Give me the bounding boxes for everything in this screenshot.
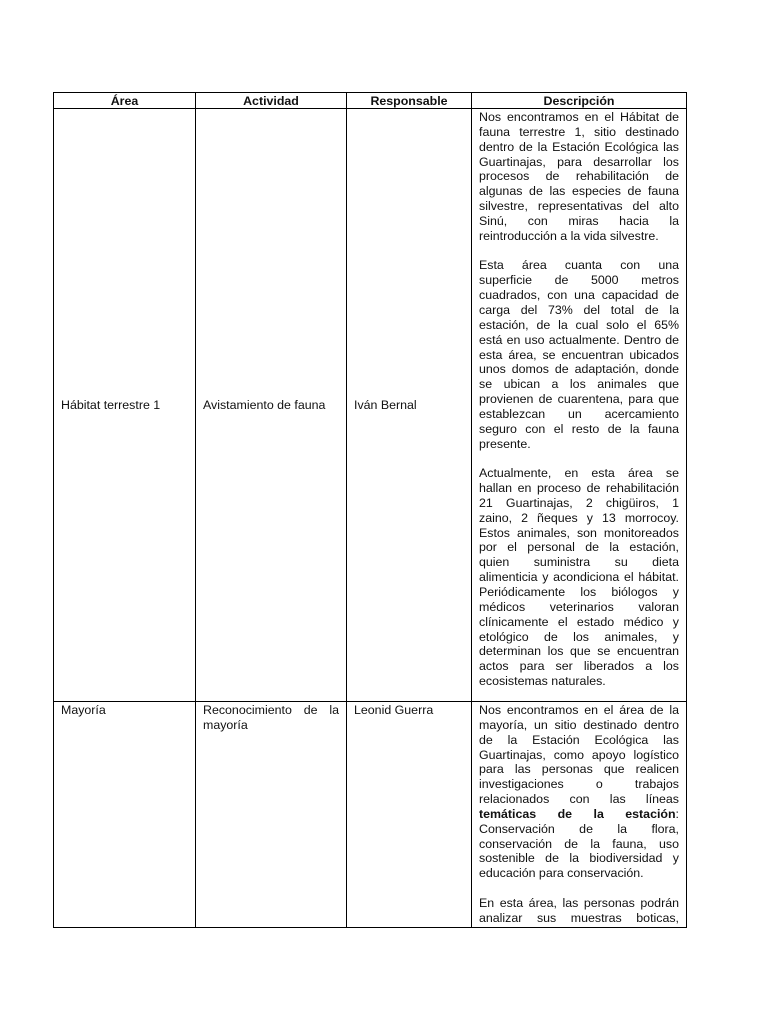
description-line: algunas de las especies de fauna bbox=[479, 184, 679, 199]
cell-responsable: Iván Bernal bbox=[347, 109, 472, 702]
description-line: seguro con el resto de la fauna bbox=[479, 421, 679, 436]
description-line: Guartinajas, para desarrollar los bbox=[479, 154, 679, 169]
description-line: médicos veterinarios valoran bbox=[479, 599, 679, 614]
description-line: unos domos de adaptación, donde bbox=[479, 362, 679, 377]
cell-area: Mayoría bbox=[54, 702, 196, 928]
description-line: alimenticia y acondiciona el hábitat. bbox=[479, 570, 679, 585]
description-line: esta área, se encuentran ubicados bbox=[479, 347, 679, 362]
description-text bbox=[479, 703, 679, 926]
description-line: para las personas que realicen bbox=[479, 762, 679, 777]
description-line: sostenible de la biodiversidad y bbox=[479, 851, 679, 866]
description-line: Estos animales, son monitoreados bbox=[479, 525, 679, 540]
header-responsable: Responsable bbox=[347, 93, 472, 109]
description-line: analizar sus muestras boticas, bbox=[479, 910, 679, 925]
description-line: Conservación de la flora, bbox=[479, 821, 679, 836]
description-line: por el personal de la estación, bbox=[479, 540, 679, 555]
description-line: clínicamente el estado médico y bbox=[479, 614, 679, 629]
description-line: conservación de la fauna, uso bbox=[479, 836, 679, 851]
description-line: actos para ser liberados a los bbox=[479, 659, 679, 674]
description-line: En esta área, las personas podrán bbox=[479, 895, 679, 910]
cell-actividad: Avistamiento de fauna bbox=[196, 109, 347, 702]
description-line: presente. bbox=[479, 436, 531, 451]
description-paragraph bbox=[479, 258, 679, 451]
description-line: educación para conservación. bbox=[479, 866, 644, 881]
description-paragraph bbox=[479, 896, 679, 926]
description-line: superficie de 5000 metros bbox=[479, 273, 679, 288]
description-paragraph bbox=[479, 466, 679, 689]
description-line: está en uso actualmente. Dentro de bbox=[479, 332, 679, 347]
cell-descripcion bbox=[472, 109, 687, 702]
header-actividad: Actividad bbox=[196, 93, 347, 109]
description-line: 21 Guartinajas, 2 chigüiros, 1 bbox=[479, 495, 679, 510]
description-line: Guartinajas, como apoyo logístico bbox=[479, 747, 679, 762]
description-line: establezcan un acercamiento bbox=[479, 406, 679, 421]
description-line bbox=[479, 807, 679, 822]
cell-actividad: Reconocimiento de la mayoría bbox=[196, 702, 347, 928]
description-line: mayoría, un sitio destinado dentro bbox=[479, 717, 679, 732]
description-line: etológico de los animales, y bbox=[479, 629, 679, 644]
description-line: silvestre, representativas del alto bbox=[479, 199, 679, 214]
description-text bbox=[479, 110, 679, 689]
description-line: Esta área cuanta con una bbox=[479, 258, 679, 273]
description-line: Periódicamente los biólogos y bbox=[479, 585, 679, 599]
description-paragraph bbox=[479, 703, 679, 881]
data-table bbox=[53, 92, 687, 928]
cell-area: Hábitat terrestre 1 bbox=[54, 109, 196, 702]
description-bold-text: temáticas de la estación bbox=[479, 806, 676, 821]
description-line: cuadrados, con una capacidad de bbox=[479, 288, 679, 303]
description-line: se ubican a los animales que bbox=[479, 377, 679, 392]
description-line: investigaciones o trabajos bbox=[479, 777, 679, 792]
description-line: zaino, 2 ñeques y 13 morrocoy. bbox=[479, 510, 679, 525]
description-line: dentro de la Estación Ecológica las bbox=[479, 139, 679, 154]
cell-responsable: Leonid Guerra bbox=[347, 702, 472, 928]
description-line: reintroducción a la vida silvestre. bbox=[479, 228, 659, 243]
description-line-text: : bbox=[675, 806, 679, 821]
description-line: fauna terrestre 1, sitio destinado bbox=[479, 124, 679, 139]
description-line: de la Estación Ecológica las bbox=[479, 732, 679, 747]
description-line: determinan los que se encuentran bbox=[479, 644, 679, 659]
description-line: Nos encontramos en el Hábitat de bbox=[479, 110, 679, 124]
table-header-row bbox=[54, 93, 687, 109]
description-line: Nos encontramos en el área de la bbox=[479, 703, 679, 717]
header-area: Área bbox=[54, 93, 196, 109]
description-line: procesos de rehabilitación de bbox=[479, 169, 679, 184]
table-row bbox=[54, 109, 687, 702]
description-line: ecosistemas naturales. bbox=[479, 674, 606, 689]
description-line: estación, de la cual solo el 65% bbox=[479, 317, 679, 332]
description-line: relacionados con las líneas bbox=[479, 792, 679, 807]
description-line: provienen de cuarentena, para que bbox=[479, 392, 679, 407]
table-row bbox=[54, 702, 687, 928]
header-descripcion: Descripción bbox=[472, 93, 687, 109]
description-line: Actualmente, en esta área se bbox=[479, 466, 679, 481]
description-paragraph bbox=[479, 110, 679, 244]
description-line: hallan en proceso de rehabilitación bbox=[479, 481, 679, 496]
description-line: quien suministra su dieta bbox=[479, 555, 679, 570]
cell-descripcion bbox=[472, 702, 687, 928]
description-line: Sinú, con miras hacia la bbox=[479, 213, 679, 228]
description-line: carga del 73% del total de la bbox=[479, 302, 679, 317]
